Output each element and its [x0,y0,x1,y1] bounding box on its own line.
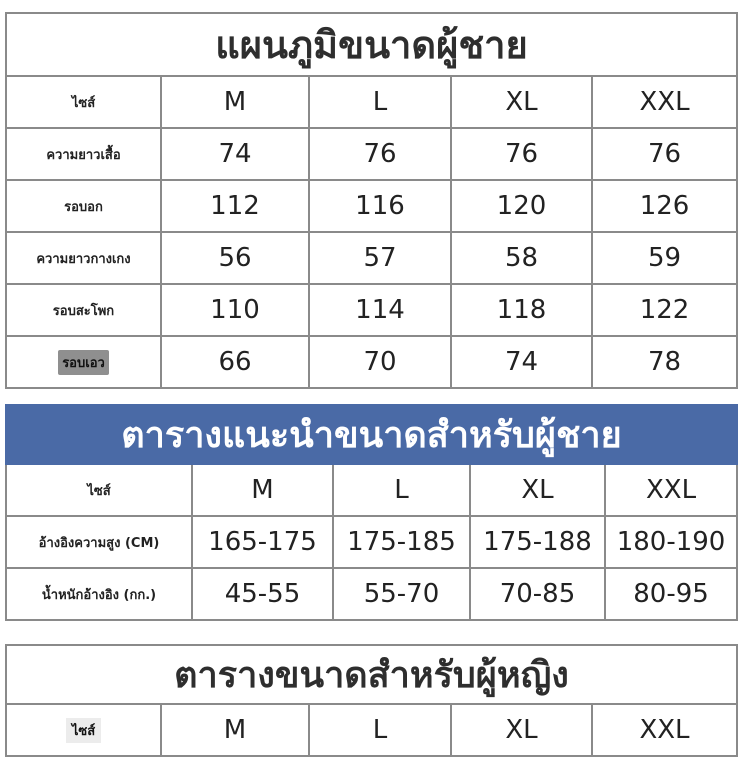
table-row [6,516,737,568]
table-cell: 57 [309,232,451,284]
table-cell: 70-85 [470,568,605,620]
size-m: M [192,464,333,516]
table-cell: 110 [161,284,309,336]
men-size-chart [5,12,738,389]
table-cell: 116 [309,180,451,232]
table-cell: 74 [161,128,309,180]
size-m: M [161,704,309,756]
table-cell: 76 [592,128,737,180]
size-xxl: XXL [592,76,737,128]
table-row [6,128,737,180]
size-l: L [333,464,470,516]
size-xxl: XXL [592,704,737,756]
table-cell: 76 [451,128,592,180]
size-xl: XL [451,704,592,756]
table-cell: 56 [161,232,309,284]
row-label: รอบเอว [58,350,109,375]
row-label: ความยาวกางเกง [6,232,161,284]
size-header-row [6,76,737,128]
table-cell: 165-175 [192,516,333,568]
size-xl: XL [470,464,605,516]
table-cell: 126 [592,180,737,232]
table-cell: 175-188 [470,516,605,568]
table-cell: 70 [309,336,451,388]
table-row [6,284,737,336]
table-row [6,180,737,232]
table-cell: 118 [451,284,592,336]
men-recommend-chart-title: ตารางแนะนำขนาดสำหรับผู้ชาย [6,405,737,464]
row-label: น้ำหนักอ้างอิง (กก.) [6,568,192,620]
row-label: อ้างอิงความสูง (CM) [6,516,192,568]
size-header-label-cell [6,704,161,756]
table-row [6,232,737,284]
table-cell: 76 [309,128,451,180]
table-cell: 180-190 [605,516,737,568]
row-label: ความยาวเสื้อ [6,128,161,180]
size-header-row [6,704,737,756]
women-size-chart-title: ตารางขนาดสำหรับผู้หญิง [6,645,737,704]
table-row [6,336,737,388]
size-l: L [309,704,451,756]
size-header-label: ไซส์ [66,718,101,743]
size-l: L [309,76,451,128]
table-cell: 112 [161,180,309,232]
size-m: M [161,76,309,128]
table-row [6,568,737,620]
men-recommend-chart [5,404,738,621]
table-cell: 58 [451,232,592,284]
table-cell: 80-95 [605,568,737,620]
size-header-row [6,464,737,516]
table-cell: 78 [592,336,737,388]
table-cell: 66 [161,336,309,388]
row-label-cell [6,336,161,388]
table-cell: 114 [309,284,451,336]
size-xl: XL [451,76,592,128]
table-cell: 120 [451,180,592,232]
size-xxl: XXL [605,464,737,516]
size-header-label: ไซส์ [6,76,161,128]
men-size-chart-title: แผนภูมิขนาดผู้ชาย [6,13,737,76]
table-cell: 45-55 [192,568,333,620]
row-label: รอบสะโพก [6,284,161,336]
table-cell: 74 [451,336,592,388]
table-cell: 122 [592,284,737,336]
table-cell: 59 [592,232,737,284]
row-label: รอบอก [6,180,161,232]
table-cell: 55-70 [333,568,470,620]
size-header-label: ไซส์ [6,464,192,516]
women-size-chart [5,644,738,757]
table-cell: 175-185 [333,516,470,568]
